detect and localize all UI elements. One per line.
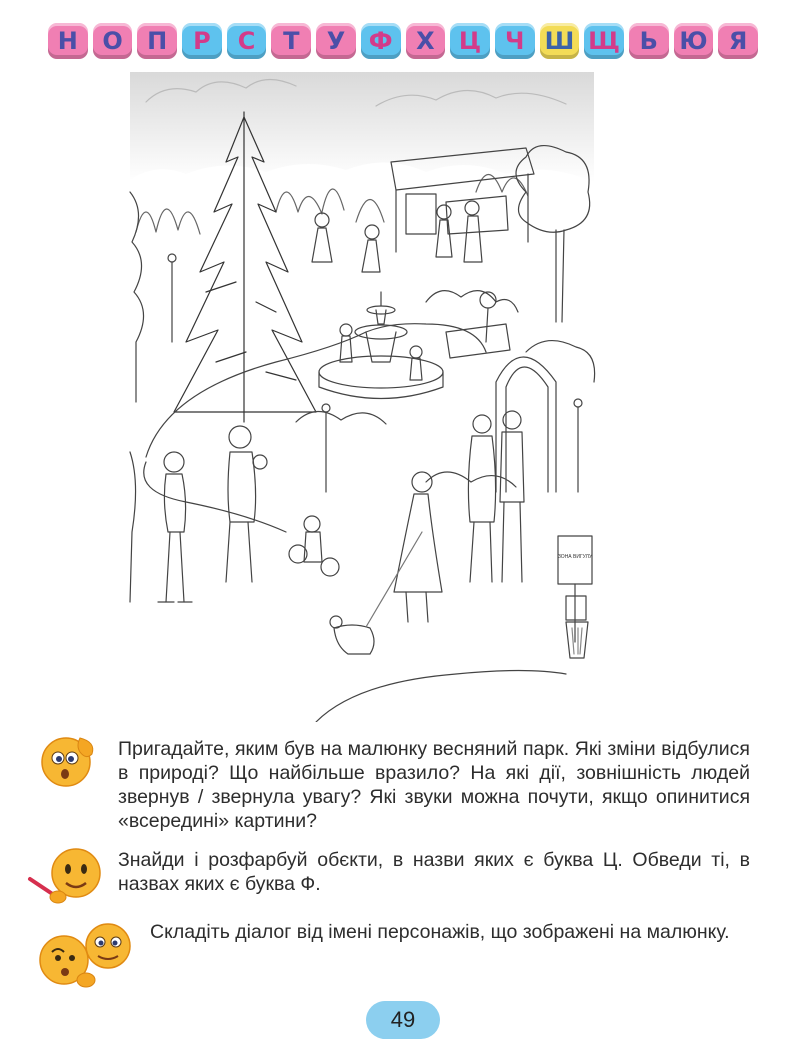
thinking-emoji-icon <box>34 730 104 790</box>
drawing-emoji-icon <box>24 843 108 907</box>
alphabet-letter: С <box>227 23 267 59</box>
alphabet-letter: Ю <box>674 23 714 59</box>
alphabet-letter: Я <box>718 23 758 59</box>
alphabet-letter: Ц <box>450 23 490 59</box>
park-illustration <box>126 62 598 722</box>
alphabet-letter: Х <box>406 23 446 59</box>
page-number: 49 <box>366 1001 440 1039</box>
alphabet-letter: Н <box>48 23 88 59</box>
alphabet-letter: П <box>137 23 177 59</box>
task-3 <box>150 920 750 944</box>
task-1 <box>118 737 750 833</box>
alphabet-letter: Щ <box>584 23 624 59</box>
alphabet-strip <box>48 20 758 62</box>
alphabet-letter: Ь <box>629 23 669 59</box>
alphabet-letter: Ф <box>361 23 401 59</box>
task-2 <box>118 848 750 896</box>
alphabet-letter: Ш <box>540 23 580 59</box>
dog-zone-sign-text: ЗОНА ВИГУЛУ <box>557 554 593 560</box>
dialogue-emojis-icon <box>34 916 138 996</box>
task-1-text: Пригадайте, яким був на малюнку весняний парк. Які зміни відбулися в природі? Що найбільше вразило? На які дії, зовнішність людей звернув / звернула увагу? Які звуки можна почути, якщо опинитися «всередині» картини? <box>118 738 750 832</box>
alphabet-letter: Р <box>182 23 222 59</box>
task-2-text: Знайди і розфарбуй обєкти, в назви яких є буква Ц. Обведи ті, в назвах яких є буква Ф. <box>118 849 750 895</box>
alphabet-letter: Т <box>271 23 311 59</box>
alphabet-letter: Ч <box>495 23 535 59</box>
alphabet-letter: О <box>93 23 133 59</box>
task-3-text: Складіть діалог від імені персонажів, що зображені на малюнку. <box>150 921 730 943</box>
alphabet-letter: У <box>316 23 356 59</box>
